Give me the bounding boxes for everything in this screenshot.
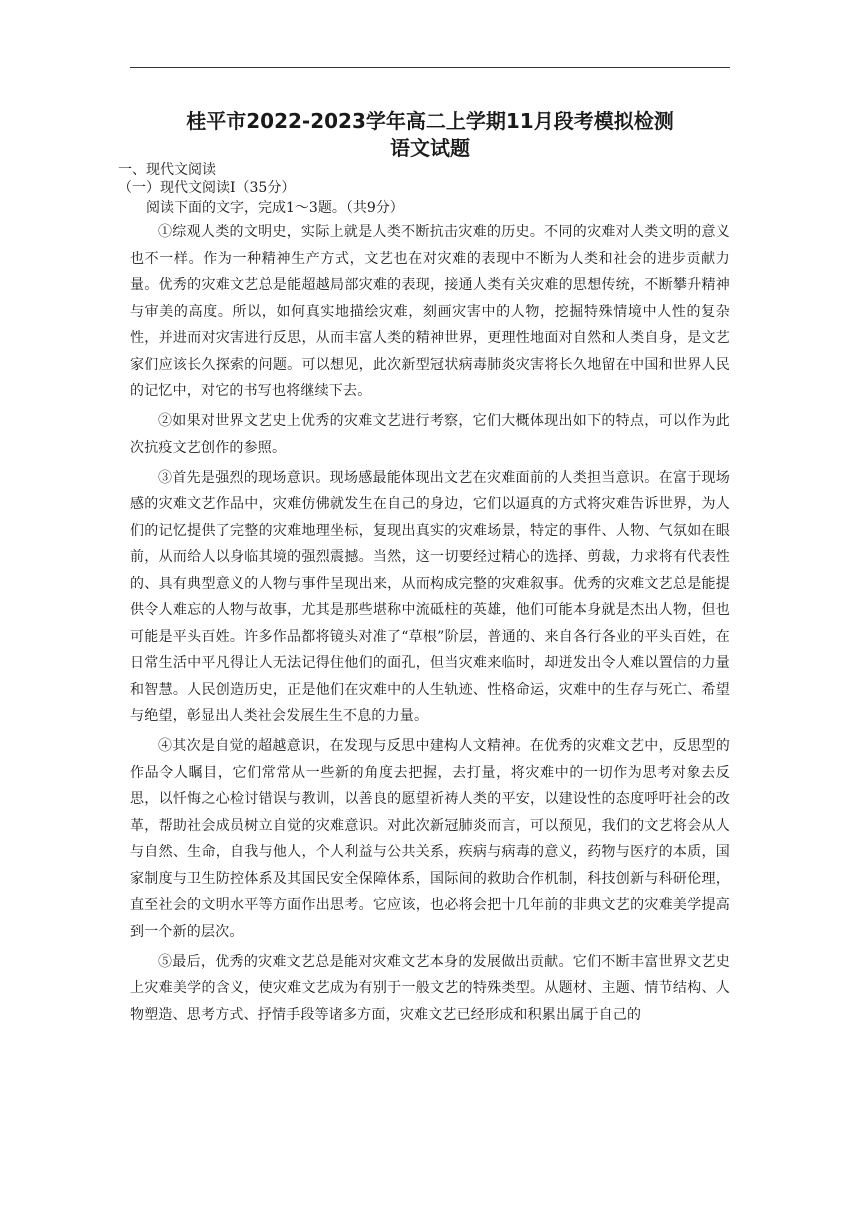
paragraph-4: ④其次是自觉的超越意识，在发现与反思中建构人文精神。在优秀的灾难文艺中，反思型的作品令人瞩目，它们常常从一些新的角度去把握，去打量，将灾难中的一切作为思考对象去反思，以忏悔之心检讨错误与教训，以善良的愿望祈祷人类的平安，以建设性的态度呼吁社会的改革，帮助社会成员树立自觉的灾难意识。对此次新冠肺炎而言，可以预见，我们的文艺将会从人与自然、生命，自我与他人，个人利益与公共关系，疾病与病毒的意义，药物与医疗的本质，国家制度与卫生防控体系及其国民安全保障体系，国际间的救助合作机制，科技创新与科研伦理，直至社会的文明水平等方面作出思考。它应该，也必将会把十几年前的非典文艺的灾难美学提高到一个新的层次。 [130, 738, 730, 940]
reading-passage [130, 219, 730, 1032]
paragraph-1: ①综观人类的文明史，实际上就是人类不断抗击灾难的历史。不同的灾难对人类文明的意义也不一样。作为一种精神生产方式，文艺也在对灾难的表现中不断为人类和社会的进步贡献力量。优秀的灾难文艺总是能超越局部灾难的表现，接通人类有关灾难的思想传统，不断攀升精神与审美的高度。所以，如何真实地描绘灾难，刻画灾害中的人物，挖掘特殊情境中人性的复杂性，并进而对灾害进行反思，从而丰富人类的精神世界，更理性地面对自然和人类自身，是文艺家们应该长久探索的问题。可以想见，此次新型冠状病毒肺炎灾害将长久地留在中国和世界人民的记忆中，对它的书写也将继续下去。 [130, 224, 730, 399]
header-rule [130, 67, 730, 68]
section-heading: 一、现代文阅读 [118, 162, 216, 178]
paragraph-2: ②如果对世界文艺史上优秀的灾难文艺进行考察，它们大概体现出如下的特点，可以作为此次抗疫文艺创作的参照。 [130, 413, 730, 456]
document-subtitle: 语文试题 [390, 136, 470, 160]
paragraph-5: ⑤最后，优秀的灾难文艺总是能对灾难文艺本身的发展做出贡献。它们不断丰富世界文艺史上灾难美学的含义，使灾难文艺成为有别于一般文艺的特殊类型。从题材、主题、情节结构、人物塑造、思考方式、抒情手段等诸多方面，灾难文艺已经形成和积累出属于自己的 [130, 953, 730, 1023]
subsection-heading: （一）现代文阅读Ⅰ（35分） [118, 180, 296, 196]
paragraph-3: ③首先是强烈的现场意识。现场感最能体现出文艺在灾难面前的人类担当意识。在富于现场感的灾难文艺作品中，灾难仿佛就发生在自己的身边，它们以逼真的方式将灾难告诉世界，为人们的记忆提供了完整的灾难地理坐标，复现出真实的灾难场景，特定的事件、人物、气氛如在眼前，从而给人以身临其境的强烈震撼。当然，这一切要经过精心的选择、剪裁，力求将有代表性的、具有典型意义的人物与事件呈现出来，从而构成完整的灾难叙事。优秀的灾难文艺总是能提供令人难忘的人物与故事，尤其是那些堪称中流砥柱的英雄，他们可能本身就是杰出人物，但也可能是平头百姓。许多作品都将镜头对准了“草根”阶层，普通的、来自各行各业的平头百姓，在日常生活中平凡得让人无法记得住他们的面孔，但当灾难来临时，却迸发出令人难以置信的力量和智慧。人民创造历史，正是他们在灾难中的人生轨迹、性格命运，灾难中的生存与死亡、希望与绝望，彰显出人类社会发展生生不息的力量。 [130, 469, 730, 724]
instruction-text: 阅读下面的文字，完成1～3题。（共9分） [146, 200, 404, 216]
document-title: 桂平市2022-2023学年高二上学期11月段考模拟检测 [186, 109, 674, 133]
